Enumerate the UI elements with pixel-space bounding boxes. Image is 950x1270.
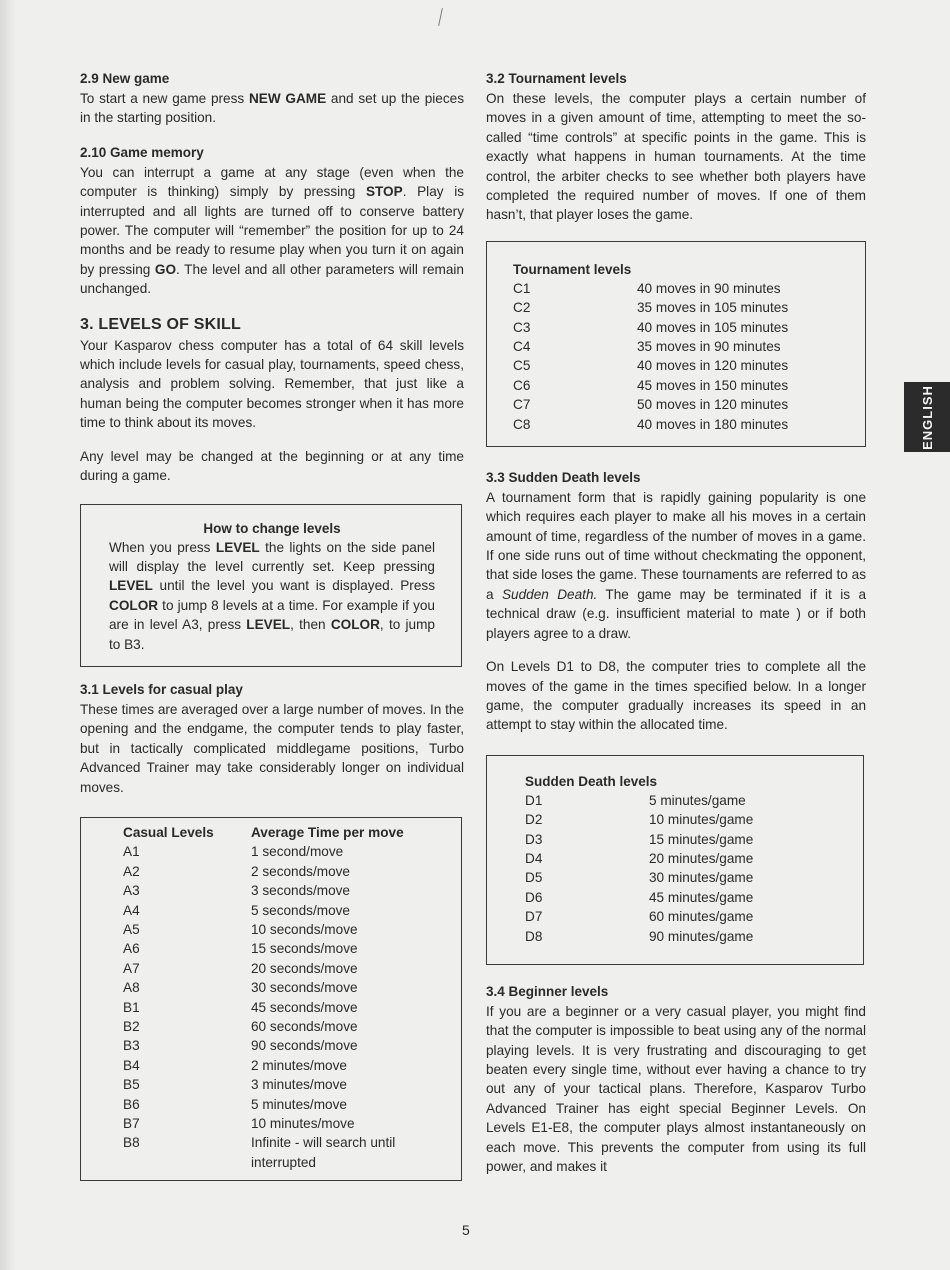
how-to-body bbox=[109, 538, 435, 654]
sudden-death-time: 20 minutes/game bbox=[649, 850, 754, 866]
casual-row bbox=[123, 1075, 453, 1094]
casual-time: 60 seconds/move bbox=[251, 1019, 358, 1035]
section-3-title: 3. LEVELS OF SKILL bbox=[80, 315, 241, 333]
casual-time: 5 seconds/move bbox=[251, 902, 350, 918]
text-run: Sudden Death. bbox=[501, 586, 598, 602]
casual-time: 90 seconds/move bbox=[251, 1038, 358, 1054]
sudden-death-level: D2 bbox=[525, 812, 543, 828]
sudden-death-row bbox=[525, 868, 855, 887]
casual-row bbox=[123, 1017, 453, 1036]
text-run: A tournament form that is rapidly gaining popularity is one which requires each player to make all his moves in a certain amount of time, regardless of the number of moves in a game. If one side runs out of time without checkmating the opponent, that side loses the game. These tournaments are referred to as a bbox=[486, 489, 866, 602]
tournament-level: C4 bbox=[513, 339, 531, 355]
casual-level: A7 bbox=[123, 960, 140, 976]
casual-level: A4 bbox=[123, 902, 140, 918]
casual-row bbox=[123, 998, 453, 1017]
sudden-death-level: D8 bbox=[525, 928, 543, 944]
sudden-death-time: 60 minutes/game bbox=[649, 909, 754, 925]
text-run: LEVEL bbox=[109, 578, 153, 594]
sudden-death-row bbox=[525, 888, 855, 907]
section-3-4-body: If you are a beginner or a very casual player, you might find that the computer is impossible to beat using any of the normal playing levels. It is very frustrating and discouraging to get beaten every single time, without ever having a chance to try out any of your tactical plans. Therefore, Kasparov Turbo Advanced Trainer has eight special Beginner Levels. On Levels E1-E8, the computer plays almost instantaneously on each move. This prevents the computer from using its full power, and makes it bbox=[486, 1003, 866, 1174]
tournament-time: 50 moves in 120 minutes bbox=[637, 397, 789, 413]
text-run: You can interrupt a game at any stage (even when the computer is thinking) simply by pressing bbox=[80, 164, 464, 200]
tournament-level: C8 bbox=[513, 416, 531, 432]
sudden-death-row bbox=[525, 927, 855, 946]
section-2-10-title: 2.10 Game memory bbox=[80, 144, 204, 160]
tournament-levels-table bbox=[486, 241, 866, 447]
right-column bbox=[486, 70, 866, 1176]
casual-time: 2 minutes/move bbox=[251, 1057, 347, 1073]
casual-time: 20 seconds/move bbox=[251, 960, 358, 976]
sudden-death-level: D5 bbox=[525, 870, 543, 886]
casual-level: A2 bbox=[123, 863, 140, 879]
section-3-body: Your Kasparov chess computer has a total of 64 skill levels which include levels for casual play, tournaments, speed chess, analysis and problem solving. Remember, that just like a human being the computer becomes stronger when it has more time to think about its moves. bbox=[80, 337, 464, 431]
section-3-3-body-2: On Levels D1 to D8, the computer tries to complete all the moves of the game in the times specified below. In a longer game, the computer gradually increases its speed in an attempt to stay within the allocated time. bbox=[486, 659, 866, 733]
casual-level: A8 bbox=[123, 980, 140, 996]
tournament-time: 40 moves in 120 minutes bbox=[637, 358, 789, 374]
sudden-death-title: Sudden Death levels bbox=[525, 773, 658, 789]
page-binding-edge bbox=[0, 0, 16, 1270]
text-run: To start a new game press bbox=[80, 91, 249, 106]
tournament-row bbox=[513, 395, 857, 414]
casual-time: 5 minutes/move bbox=[251, 1096, 347, 1112]
casual-level: A3 bbox=[123, 883, 140, 899]
casual-row bbox=[123, 978, 453, 997]
sudden-death-level: D3 bbox=[525, 831, 543, 847]
casual-row bbox=[123, 1133, 453, 1172]
casual-level: A1 bbox=[123, 844, 140, 860]
text-run: The game may be terminated if it is a technical draw (e.g. insufficient material to mate ) or if both players agree to a draw. bbox=[486, 586, 867, 641]
sudden-death-time: 5 minutes/game bbox=[649, 792, 746, 808]
casual-row bbox=[123, 1095, 453, 1114]
casual-level: B4 bbox=[123, 1057, 140, 1073]
tournament-time: 40 moves in 105 minutes bbox=[637, 319, 789, 335]
casual-row bbox=[123, 862, 453, 881]
casual-row bbox=[123, 881, 453, 900]
tournament-row bbox=[513, 279, 857, 298]
text-run: GO bbox=[154, 261, 177, 277]
text-run: STOP bbox=[365, 184, 403, 200]
tournament-time: 40 moves in 90 minutes bbox=[637, 280, 781, 296]
tournament-level: C1 bbox=[513, 280, 531, 296]
section-2-10-body bbox=[80, 163, 464, 299]
casual-table-header bbox=[123, 823, 453, 842]
sudden-death-time: 30 minutes/game bbox=[649, 870, 754, 886]
casual-row bbox=[123, 842, 453, 861]
casual-level: B6 bbox=[123, 1096, 140, 1112]
tournament-title: Tournament levels bbox=[513, 261, 632, 277]
sudden-death-time: 45 minutes/game bbox=[649, 889, 754, 905]
tournament-row bbox=[513, 298, 857, 317]
casual-level: B5 bbox=[123, 1077, 140, 1093]
text-run: COLOR bbox=[330, 617, 380, 633]
sudden-death-time: 10 minutes/game bbox=[649, 812, 754, 828]
casual-time: 10 seconds/move bbox=[251, 922, 358, 937]
sudden-death-levels-table bbox=[486, 755, 864, 965]
casual-row bbox=[123, 1056, 453, 1075]
tournament-time: 45 moves in 150 minutes bbox=[637, 377, 789, 393]
sudden-death-row bbox=[525, 810, 855, 829]
section-2-9-body bbox=[80, 89, 464, 128]
tournament-time: 35 moves in 105 minutes bbox=[637, 300, 789, 316]
casual-level: B7 bbox=[123, 1116, 140, 1132]
tournament-row bbox=[513, 337, 857, 356]
tournament-row bbox=[513, 415, 857, 434]
casual-level: B8 bbox=[123, 1135, 140, 1151]
tournament-row bbox=[513, 356, 857, 375]
text-run: . The level and all other parameters will remain unchanged. bbox=[80, 261, 464, 297]
text-run: . Play is interrupted and all lights are turned off to conserve battery power. The computer will “remember” the position for up to 24 months and be ready to resume play when you turn it on again by pressing bbox=[80, 184, 465, 277]
text-run: NEW GAME bbox=[248, 91, 327, 106]
casual-row bbox=[123, 901, 453, 920]
casual-time: 10 minutes/move bbox=[251, 1116, 355, 1132]
sudden-death-row bbox=[525, 849, 855, 868]
tournament-level: C2 bbox=[513, 300, 531, 316]
casual-header-time: Average Time per move bbox=[251, 824, 404, 840]
page-number: 5 bbox=[462, 1222, 470, 1238]
text-run: , to jump to B3. bbox=[109, 617, 435, 652]
sudden-death-time: 90 minutes/game bbox=[649, 928, 754, 944]
casual-time: 3 minutes/move bbox=[251, 1077, 347, 1093]
how-to-change-levels-box bbox=[80, 504, 462, 667]
tournament-level: C6 bbox=[513, 377, 531, 393]
sudden-death-row bbox=[525, 907, 855, 926]
text-run: to jump 8 levels at a time. For example if you are in level A3, press bbox=[109, 597, 435, 633]
casual-levels-table bbox=[80, 817, 462, 1181]
tournament-row bbox=[513, 318, 857, 337]
sudden-death-row bbox=[525, 791, 855, 810]
casual-row bbox=[123, 920, 453, 939]
casual-row bbox=[123, 1036, 453, 1055]
section-3-3-title: 3.3 Sudden Death levels bbox=[486, 469, 641, 485]
tournament-level: C7 bbox=[513, 397, 531, 413]
text-run: LEVEL bbox=[246, 617, 291, 633]
sudden-death-level: D4 bbox=[525, 850, 543, 866]
sudden-death-level: D1 bbox=[525, 792, 543, 808]
casual-row bbox=[123, 1114, 453, 1133]
casual-time: 15 seconds/move bbox=[251, 941, 358, 957]
casual-time: 30 seconds/move bbox=[251, 980, 358, 996]
casual-level: B1 bbox=[123, 999, 140, 1015]
section-2-9-title: 2.9 New game bbox=[80, 71, 170, 86]
left-column bbox=[80, 70, 464, 1181]
text-run: COLOR bbox=[109, 597, 159, 613]
sudden-death-time: 15 minutes/game bbox=[649, 831, 754, 847]
section-3-2-body: On these levels, the computer plays a certain number of moves in a given amount of time, attempting to meet the so-called “time controls” at specific points in the game. This is exactly what happens in human tournaments. At the time control, the arbiter checks to see whether both players have completed the required number of moves. If one of them hasn’t, that player loses the game. bbox=[486, 91, 866, 223]
section-3-3-body bbox=[486, 488, 866, 643]
casual-row bbox=[123, 959, 453, 978]
text-run: When you press bbox=[109, 539, 216, 555]
pen-mark bbox=[438, 8, 443, 26]
casual-time: 1 second/move bbox=[251, 844, 344, 860]
section-3-1-title: 3.1 Levels for casual play bbox=[80, 681, 243, 697]
text-run: and set up the pieces in the starting position. bbox=[80, 91, 464, 126]
sudden-death-level: D6 bbox=[525, 889, 543, 905]
section-3-1-body: These times are averaged over a large number of moves. In the opening and the endgame, the computer tends to play faster, but in tactically complicated middlegame positions, Turbo Advanced Trainer may take considerably longer on individual moves. bbox=[80, 701, 464, 795]
tournament-level: C5 bbox=[513, 358, 531, 374]
language-tab-label: ENGLISH bbox=[919, 384, 935, 450]
casual-time: Infinite - will search until interrupted bbox=[251, 1135, 396, 1170]
tournament-time: 35 moves in 90 minutes bbox=[637, 339, 781, 355]
casual-time: 45 seconds/move bbox=[251, 999, 358, 1015]
text-run: LEVEL bbox=[215, 539, 260, 555]
how-to-title: How to change levels bbox=[203, 520, 341, 536]
casual-level: B3 bbox=[123, 1038, 140, 1054]
tournament-row bbox=[513, 376, 857, 395]
section-3-4-title: 3.4 Beginner levels bbox=[486, 983, 609, 999]
casual-level: B2 bbox=[123, 1019, 140, 1035]
tournament-time: 40 moves in 180 minutes bbox=[637, 416, 789, 432]
sudden-death-level: D7 bbox=[525, 909, 543, 925]
text-run: , then bbox=[290, 617, 331, 633]
tournament-level: C3 bbox=[513, 319, 531, 335]
section-3-2-title: 3.2 Tournament levels bbox=[486, 71, 627, 86]
language-tab bbox=[904, 382, 950, 452]
casual-header-levels: Casual Levels bbox=[123, 824, 214, 840]
casual-level: A6 bbox=[123, 941, 140, 957]
casual-row bbox=[123, 939, 453, 958]
sudden-death-row bbox=[525, 830, 855, 849]
casual-level: A5 bbox=[123, 922, 140, 937]
casual-time: 2 seconds/move bbox=[251, 863, 350, 879]
text-run: until the level you want is displayed. Press bbox=[152, 578, 435, 594]
section-3-body-2: Any level may be changed at the beginning or at any time during a game. bbox=[80, 448, 464, 484]
casual-time: 3 seconds/move bbox=[251, 883, 350, 899]
text-run: the lights on the side panel will display the level currently set. Keep pressing bbox=[109, 539, 435, 574]
